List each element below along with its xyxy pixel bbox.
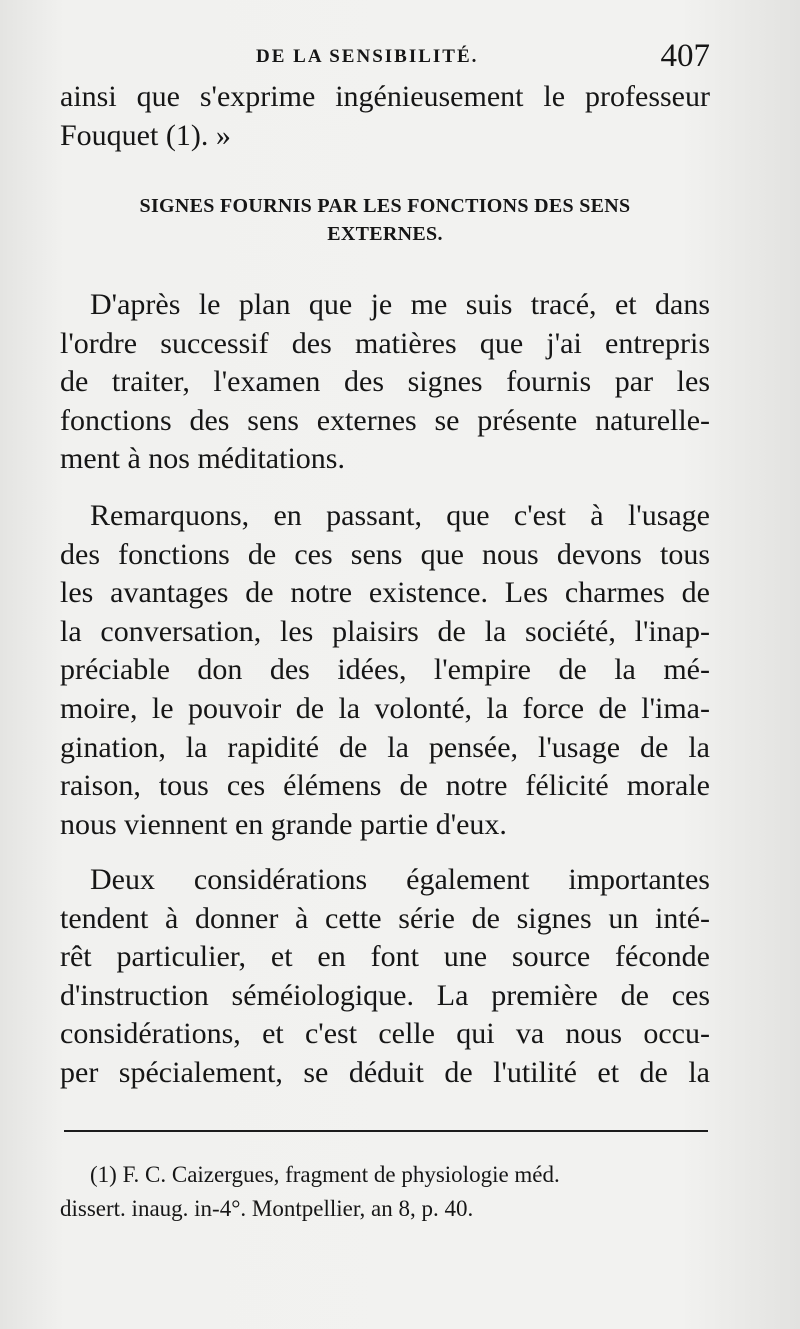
paragraph-3 — [60, 861, 710, 1093]
text-line: ainsi que s'exprime ingénieusement le professeur — [60, 80, 710, 113]
text-line: per spécialement, se déduit de l'utilité et de la — [60, 1055, 710, 1089]
text-line: Fouquet (1). » — [60, 118, 231, 152]
text-line: gination, la rapidité de la pensée, l'usage de la — [60, 730, 710, 764]
section-heading — [60, 192, 710, 248]
text-line: nous viennent en grande partie d'eux. — [60, 807, 507, 841]
heading-line: SIGNES FOURNIS PAR LES FONCTIONS DES SENS — [139, 195, 631, 217]
footnote-line: dissert. inaug. in-4°. Montpellier, an 8, p. 40. — [60, 1196, 474, 1221]
page-number: 407 — [660, 38, 710, 74]
text-line: Deux considérations également importantes — [90, 863, 710, 896]
text-line: ment à nos méditations. — [60, 442, 345, 476]
text-line: Remarquons, en passant, que c'est à l'usage — [90, 499, 710, 532]
text-line: raison, tous ces élémens de notre félicité morale — [60, 769, 710, 803]
text-line: les avantages de notre existence. Les charmes de — [60, 576, 710, 610]
text-line: moire, le pouvoir de la volonté, la force de l'ima- — [60, 691, 710, 725]
text-line: l'ordre successif des matières que j'ai entrepris — [60, 326, 710, 360]
text-line: fonctions des sens externes se présente naturelle- — [60, 403, 710, 437]
footnote-rule — [64, 1130, 708, 1132]
text-line: tendent à donner à cette série de signes un inté- — [60, 901, 710, 935]
text-line: de traiter, l'examen des signes fournis par les — [60, 365, 710, 399]
text-line: D'après le plan que je me suis tracé, et dans — [90, 288, 710, 321]
text-line: préciable don des idées, l'empire de la mé- — [60, 653, 710, 687]
paragraph-2 — [60, 497, 710, 844]
heading-line: EXTERNES. — [327, 223, 443, 245]
text-line: considérations, et c'est celle qui va nous occu- — [60, 1017, 710, 1051]
running-head — [60, 38, 710, 78]
footnote-line: (1) F. C. Caizergues, fragment de physiologie méd. — [90, 1162, 560, 1187]
running-title: DE LA SENSIBILITÉ. — [256, 46, 479, 67]
text-line: des fonctions de ces sens que nous devons tous — [60, 537, 710, 571]
continuation-text — [60, 78, 710, 155]
text-line: la conversation, les plaisirs de la société, l'inap- — [60, 614, 710, 648]
text-line: rêt particulier, et en font une source féconde — [60, 940, 710, 974]
paragraph-1 — [60, 286, 710, 479]
text-line: d'instruction séméiologique. La première de ces — [60, 978, 710, 1012]
footnote — [60, 1158, 710, 1226]
